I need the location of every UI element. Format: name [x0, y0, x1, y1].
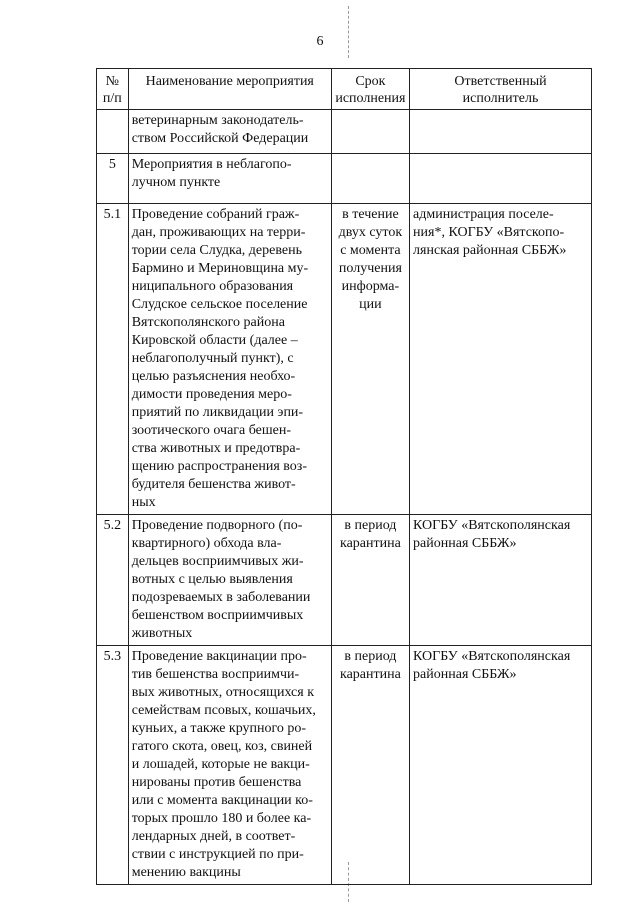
row-measure-name: Проведение подворного (по- квартирного) обхода вла- дельцев восприимчивых жи- вотных с целью выявления подозреваемых в заболевании бешенством восприимчивых животных: [128, 515, 331, 646]
table-row: [97, 515, 592, 646]
row-responsible: администрация поселе- ния*, КОГБУ «Вятскопо- лянская районная СББЖ»: [410, 204, 592, 515]
row-measure-name: Мероприятия в неблагопо- лучном пункте: [128, 154, 331, 204]
row-number: 5.2: [97, 515, 129, 646]
row-responsible: [410, 154, 592, 204]
row-responsible: КОГБУ «Вятскополянская районная СББЖ»: [410, 646, 592, 885]
header-number: № п/п: [97, 69, 129, 110]
row-measure-name: Проведение собраний граж- дан, проживающих на терри- тории села Слудка, деревень Бармино и Мериновщина му- ниципального образования Слудское сельское поселение Вятскополянского района Кировской области (далее – неблагополучный пункт), с целью разъяснения необхо- димости проведения меро- приятий по ликвидации эпи- зоотического очага бешен- ства животных и предотвра- щению распространения воз- будителя бешенства живот- ных: [128, 204, 331, 515]
page-number: 6: [316, 34, 324, 49]
row-number: 5.3: [97, 646, 129, 885]
header-responsible: Ответственный исполнитель: [410, 69, 592, 110]
row-deadline: в период карантина: [331, 515, 409, 646]
table-row: [97, 154, 592, 204]
table-header-row: [97, 69, 592, 110]
row-deadline: в период карантина: [331, 646, 409, 885]
row-measure-name: Проведение вакцинации про- тив бешенства восприимчи- вых животных, относящихся к семействам псовых, кошачьих, куньих, а также крупного ро- гатого скота, овец, коз, свиней и лошадей, которые не вакци- нированы против бешенства или с момента вакцинации ко- торых прошло 180 и более ка- лендарных дней, в соответ- ствии с инструкцией по при- менению вакцины: [128, 646, 331, 885]
row-deadline: [331, 110, 409, 154]
table-row: [97, 204, 592, 515]
measures-table: [96, 68, 592, 885]
row-deadline: в течение двух суток с момента получения информа- ции: [331, 204, 409, 515]
row-number: [97, 110, 129, 154]
row-number: 5: [97, 154, 129, 204]
row-responsible: КОГБУ «Вятскополянская районная СББЖ»: [410, 515, 592, 646]
scan-fold-line: [348, 6, 349, 58]
header-deadline: Срок исполнения: [331, 69, 409, 110]
row-measure-name: ветеринарным законодатель- ством Российской Федерации: [128, 110, 331, 154]
header-measure-name: Наименование мероприятия: [128, 69, 331, 110]
row-number: 5.1: [97, 204, 129, 515]
row-deadline: [331, 154, 409, 204]
table-row: [97, 646, 592, 885]
table-row: [97, 110, 592, 154]
row-responsible: [410, 110, 592, 154]
